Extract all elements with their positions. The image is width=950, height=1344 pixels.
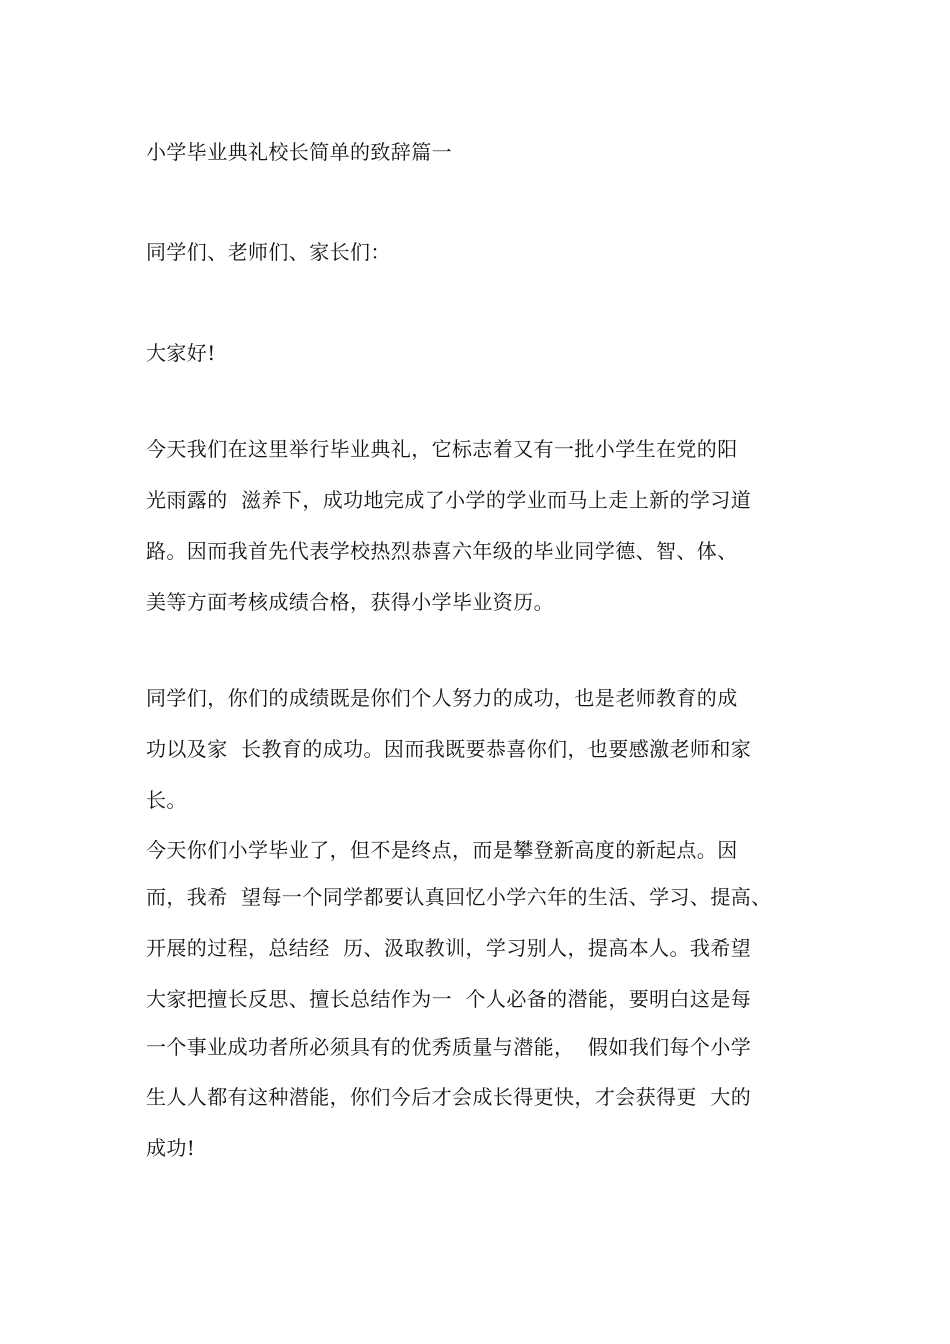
paragraph-line: 开展的过程，总结经 历、汲取教训，学习别人，提高本人。我希望: [146, 936, 752, 960]
paragraph-line: 长。: [146, 788, 187, 812]
paragraph-line: 成功!: [146, 1136, 196, 1160]
paragraph-line: 光雨露的 滋养下，成功地完成了小学的学业而马上走上新的学习道: [146, 488, 752, 512]
paragraph-line: 今天我们在这里举行毕业典礼，它标志着又有一批小学生在党的阳: [146, 437, 738, 461]
paragraph-line: 一个事业成功者所必须具有的优秀质量与潜能， 假如我们每个小学: [146, 1035, 752, 1059]
paragraph-line: 今天你们小学毕业了，但不是终点，而是攀登新高度的新起点。因: [146, 838, 738, 862]
paragraph-line: 而，我希 望每一个同学都要认真回忆小学六年的生活、学习、提高、: [146, 885, 772, 909]
paragraph-line: 功以及家 长教育的成功。因而我既要恭喜你们，也要感激老师和家: [146, 737, 752, 761]
paragraph-line: 同学们，你们的成绩既是你们个人努力的成功，也是老师教育的成: [146, 686, 738, 710]
salutation: 大家好!: [146, 341, 216, 365]
paragraph-line: 大家把擅长反思、擅长总结作为一 个人必备的潜能，要明白这是每: [146, 987, 752, 1011]
document-title: 小学毕业典礼校长简单的致辞篇一: [146, 140, 452, 164]
paragraph-line: 美等方面考核成绩合格，获得小学毕业资历。: [146, 590, 554, 614]
paragraph-line: 路。因而我首先代表学校热烈恭喜六年级的毕业同学德、智、体、: [146, 539, 738, 563]
paragraph-line: 生人人都有这种潜能，你们今后才会成长得更快，才会获得更 大的: [146, 1085, 752, 1109]
greeting: 同学们、老师们、家长们：: [146, 240, 391, 264]
